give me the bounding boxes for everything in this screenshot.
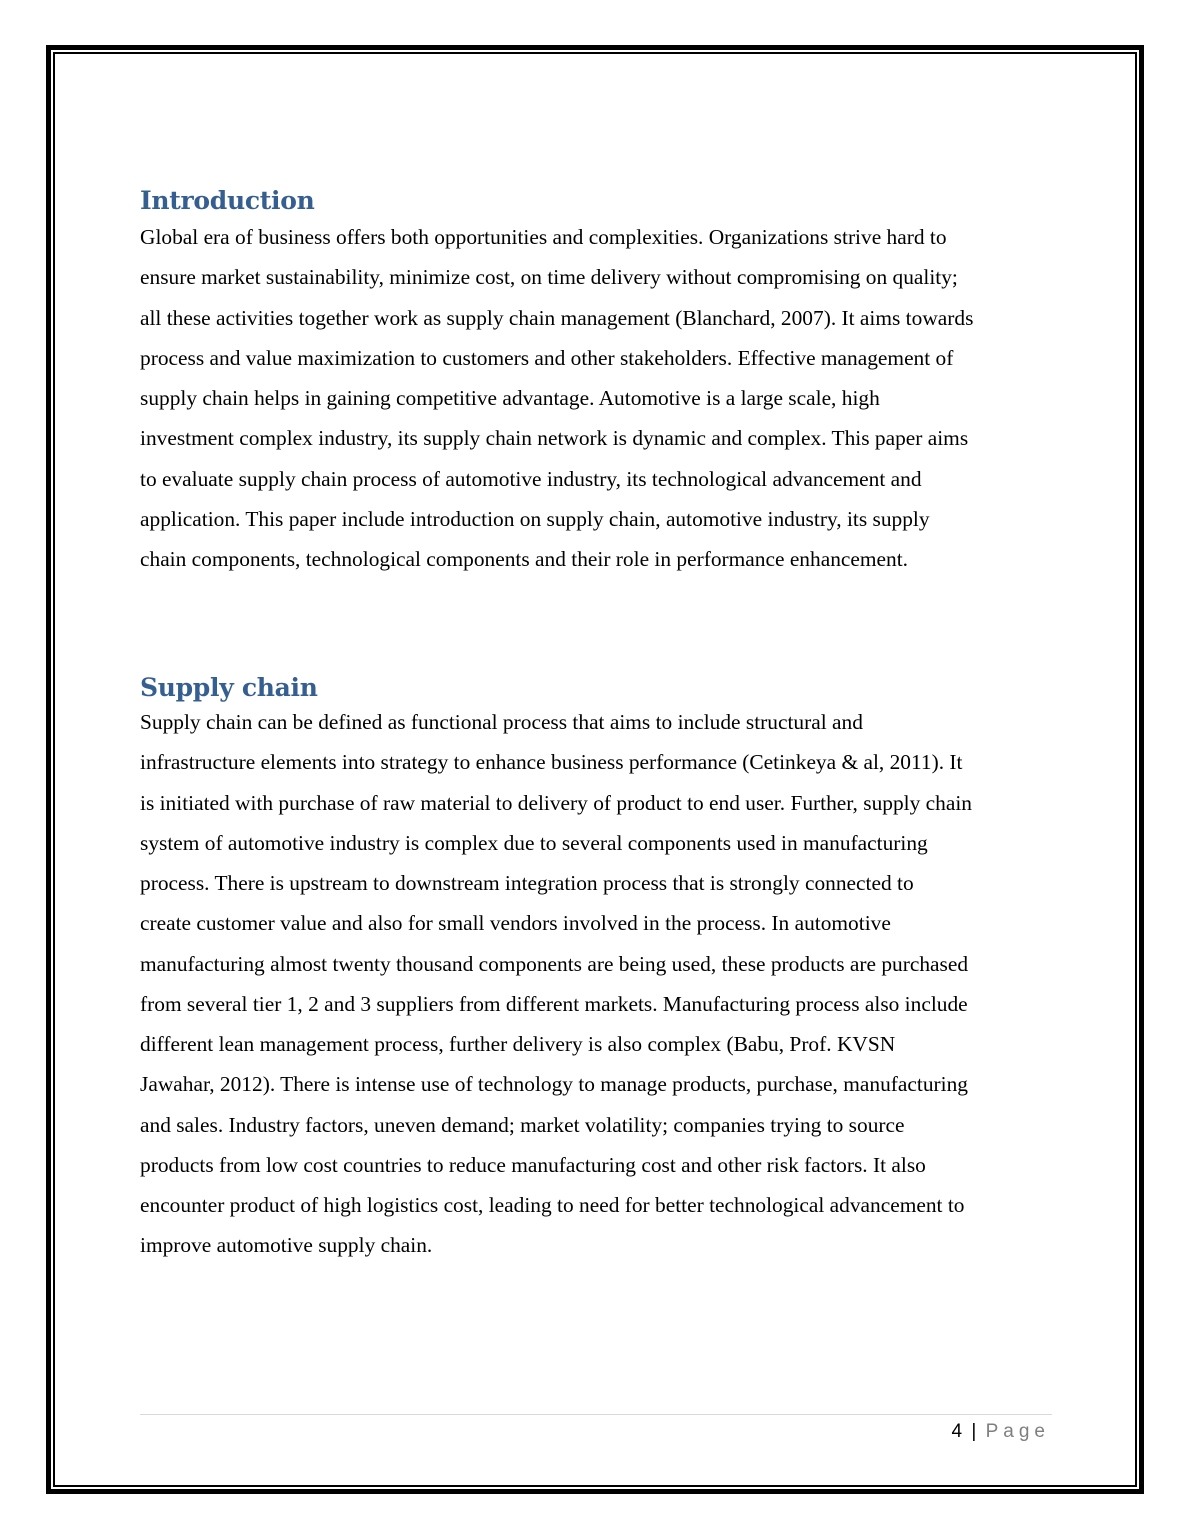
paragraph-line: encounter product of high logistics cost, leading to need for better technological advancement to xyxy=(140,1193,965,1217)
paragraph-line: process and value maximization to customers and other stakeholders. Effective management of xyxy=(140,345,954,370)
section-heading-supply-chain: Supply chain xyxy=(140,673,318,702)
paragraph-line: ensure market sustainability, minimize cost, on time delivery without compromising on quality; xyxy=(140,265,958,290)
paragraph-line: manufacturing almost twenty thousand components are being used, these products are purchased xyxy=(140,951,969,976)
page-label: Page xyxy=(985,1421,1050,1442)
footer-divider xyxy=(140,1414,1052,1415)
paragraph-line: products from low cost countries to reduce manufacturing cost and other risk factors. It also xyxy=(140,1152,926,1177)
paragraph-line: system of automotive industry is complex due to several components used in manufacturing xyxy=(140,830,928,855)
introduction-paragraph xyxy=(140,217,1060,579)
paragraph-line: create customer value and also for small vendors involved in the process. In automotive xyxy=(140,911,891,936)
supply-chain-paragraph xyxy=(140,702,1060,1266)
paragraph-line: supply chain helps in gaining competitive advantage. Automotive is a large scale, high xyxy=(140,386,880,410)
footer-separator: | xyxy=(971,1421,977,1442)
paragraph-line: to evaluate supply chain process of automotive industry, its technological advancement and xyxy=(140,466,922,491)
paragraph-line: chain components, technological components and their role in performance enhancement. xyxy=(140,547,908,571)
paragraph-line: is initiated with purchase of raw material to delivery of product to end user. Further, supply chain xyxy=(140,790,972,815)
paragraph-line: application. This paper include introduction on supply chain, automotive industry, its supply xyxy=(140,506,930,531)
paragraph-line: infrastructure elements into strategy to enhance business performance (Cetinkeya & al, 2011). It xyxy=(140,750,963,775)
paragraph-line: Supply chain can be defined as functional process that aims to include structural and xyxy=(140,710,863,734)
paragraph-line: from several tier 1, 2 and 3 suppliers from different markets. Manufacturing process also include xyxy=(140,991,968,1016)
page-footer xyxy=(952,1420,1050,1444)
paragraph-line: Jawahar, 2012). There is intense use of technology to manage products, purchase, manufacturing xyxy=(140,1072,968,1097)
paragraph-line: improve automotive supply chain. xyxy=(140,1233,433,1258)
paragraph-line: Global era of business offers both opportunities and complexities. Organizations strive hard to xyxy=(140,225,947,249)
paragraph-line: process. There is upstream to downstream integration process that is strongly connected to xyxy=(140,871,914,895)
paragraph-line: and sales. Industry factors, uneven demand; market volatility; companies trying to source xyxy=(140,1112,905,1137)
paragraph-line: investment complex industry, its supply chain network is dynamic and complex. This paper aims xyxy=(140,426,969,451)
page-number: 4 xyxy=(951,1421,963,1442)
paragraph-line: all these activities together work as supply chain management (Blanchard, 2007). It aims towards xyxy=(140,305,974,330)
paragraph-line: different lean management process, further delivery is also complex (Babu, Prof. KVSN xyxy=(140,1032,896,1056)
section-heading-introduction: Introduction xyxy=(140,186,315,215)
